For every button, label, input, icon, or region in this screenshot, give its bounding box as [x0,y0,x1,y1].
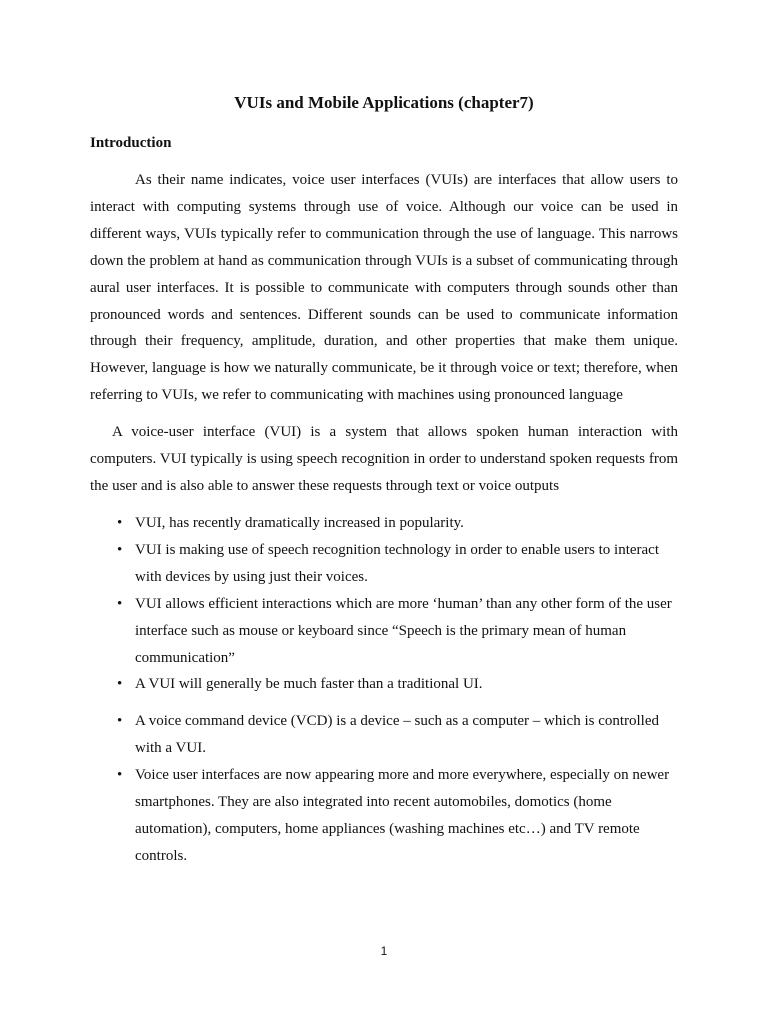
list-item [90,762,678,870]
page-title: VUIs and Mobile Applications (chapter7) [234,93,534,112]
list-item-text: VUI, has recently dramatically increased in popularity. [135,515,464,531]
bullet-icon: • [117,541,123,558]
list-item-text: VUI allows efficient interactions which are more ‘human’ than any other form of the user interface such as mouse or keyboard since “Speech is the primary mean of human communication” [135,595,672,666]
list-item [90,510,678,537]
section-heading: Introduction [90,135,172,151]
bullet-icon: • [117,767,123,784]
bullet-icon: • [117,713,123,730]
bullet-list [90,510,678,870]
list-item-text: A VUI will generally be much faster than a traditional UI. [135,676,483,693]
bullet-icon: • [117,676,123,693]
list-item-text: Voice user interfaces are now appearing more and more everywhere, especially on newer smartphones. They are also integrated into recent automobiles, domotics (home automation), computers, home appliances (washing machines etc…) and TV remote controls. [135,767,670,864]
bullet-icon: • [117,515,123,531]
list-item-text: VUI is making use of speech recognition technology in order to enable users to interact with devices by using just their voices. [135,541,660,585]
bullet-icon: • [117,595,123,612]
list-item-text: A voice command device (VCD) is a device – such as a computer – which is controlled with a VUI. [135,713,660,757]
page-number: 1 [380,944,388,958]
list-item [90,591,678,672]
list-item [90,537,678,591]
list-item [90,708,678,762]
list-item [90,671,678,698]
intro-paragraph: As their name indicates, voice user interfaces (VUIs) are interfaces that allow users to interact with computing systems through use of voice. Although our voice can be used in different ways, VUIs typically refer to communication through the use of language. This narrows down the problem at hand as communication through VUIs is a subset of communicating through aural user interfaces. It is possible to communicate with computers through sounds other than pronounced words and sentences. Different sounds can be used to communicate information through their frequency, amplitude, duration, and other properties that make them unique. However, language is how we naturally communicate, be it through voice or text; therefore, when referring to VUIs, we refer to communicating with machines using pronounced language [90,172,678,404]
vui-definition-paragraph: A voice-user interface (VUI) is a system that allows spoken human interaction with computers. VUI typically is using speech recognition in order to understand spoken requests from the user and is also able to answer these requests through text or voice outputs [90,424,678,494]
